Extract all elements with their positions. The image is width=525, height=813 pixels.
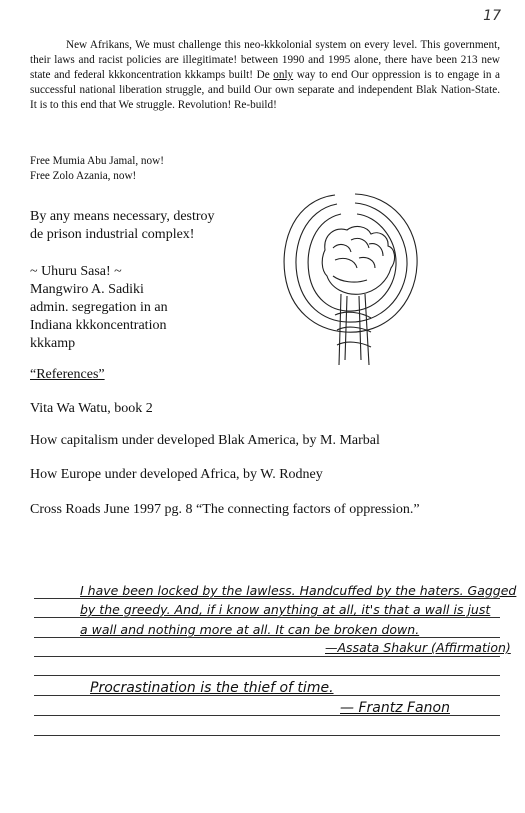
signature-line: kkkamp — [30, 336, 76, 351]
reference-item: How capitalism under developed Blak America, by M. Marbal — [30, 433, 380, 448]
intro-underlined-word: only — [273, 69, 294, 81]
handwritten-line: a wall and nothing more at all. It can be broken down. — [80, 622, 420, 637]
raised-fist-drawing — [275, 190, 425, 370]
reference-item: How Europe under developed Africa, by W. Rodney — [30, 467, 323, 482]
ruled-line — [34, 617, 500, 618]
reference-item: Cross Roads June 1997 pg. 8 “The connecting factors of oppression.” — [30, 502, 420, 517]
handwritten-line: by the greedy. And, if i know anything at all, it's that a wall is just — [80, 602, 491, 617]
free-line: Free Mumia Abu Jamal, now! — [30, 155, 164, 167]
ruled-line — [34, 656, 500, 657]
signature-line: Indiana kkkoncentration — [30, 318, 167, 333]
ruled-line — [34, 675, 500, 676]
signature-line: Mangwiro A. Sadiki — [30, 282, 144, 297]
signature-line: ~ Uhuru Sasa! ~ — [30, 264, 122, 279]
ruled-line — [34, 637, 500, 638]
references-heading: “References” — [30, 367, 105, 382]
free-statements — [30, 154, 164, 184]
slogan-line: de prison industrial complex! — [30, 227, 195, 242]
signature-line: admin. segregation in an — [30, 300, 168, 315]
handwritten-line: I have been locked by the lawless. Handcuffed by the haters. Gagged — [80, 583, 517, 598]
intro-paragraph — [30, 38, 500, 113]
intro-text-2: way to end Our oppression is to engage in a successful national liberation struggle, and build Our own separate and independent Blak Nation-State. It is to this end that We struggle. Revolution! Re-build! — [30, 69, 500, 111]
free-line: Free Zolo Azania, now! — [30, 170, 137, 182]
ruled-line — [34, 735, 500, 736]
signature-block — [30, 263, 168, 353]
ruled-line — [34, 598, 500, 599]
intro-text-1: New Afrikans, We must challenge this neo-kkkolonial system on every level. This government, their laws and racist policies are illegitimate! between 1990 and 1995 alone, there have been 213 new state and federal kkkoncentration kkkamps built! De — [30, 39, 500, 81]
slogan-line: By any means necessary, destroy — [30, 209, 215, 224]
page-number: 17 — [483, 8, 501, 24]
handwritten-attribution: —Assata Shakur (Affirmation) — [325, 640, 511, 655]
handwritten-attribution: — Frantz Fanon — [340, 700, 450, 716]
reference-item: Vita Wa Watu, book 2 — [30, 401, 153, 416]
slogan — [30, 208, 215, 244]
handwritten-line: Procrastination is the thief of time. — [90, 680, 334, 696]
